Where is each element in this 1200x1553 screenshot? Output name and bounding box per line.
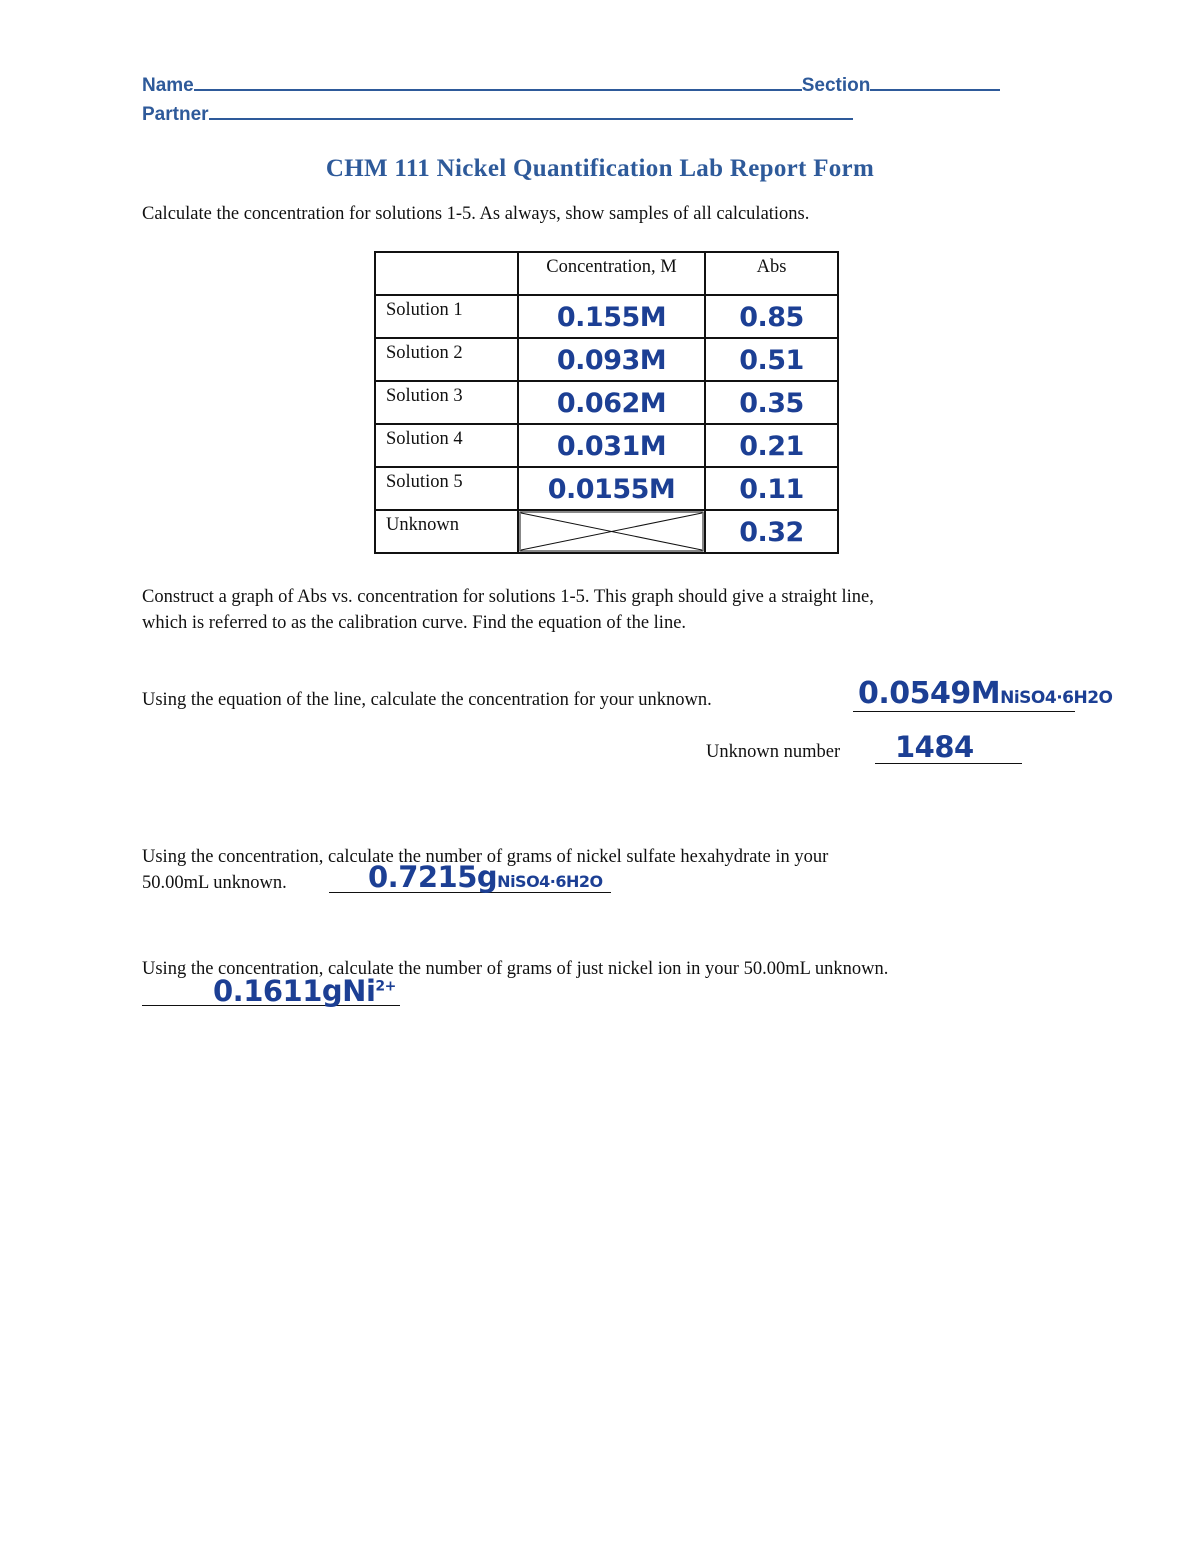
page-title: CHM 111 Nickel Quantification Lab Report Form xyxy=(325,155,875,182)
intro-text: Calculate the concentration for solutions 1-5. As always, show samples of all calculations. xyxy=(142,204,810,224)
grams-hexahydrate-value: 0.7215g xyxy=(368,860,498,894)
table-row xyxy=(375,467,838,510)
name-field xyxy=(142,75,1000,97)
unknown-conc-value: 0.0549M xyxy=(858,676,1001,711)
partner-field xyxy=(142,104,853,126)
table-row xyxy=(375,338,838,381)
abs-cell[interactable]: 0.35 xyxy=(705,381,838,424)
row-label: Solution 5 xyxy=(375,467,518,510)
table-row xyxy=(375,381,838,424)
abs-cell[interactable]: 0.32 xyxy=(705,510,838,553)
unknown-conc-unit: NiSO4·6H2O xyxy=(1000,688,1113,708)
table-row xyxy=(375,510,838,553)
unknown-conc-answer xyxy=(858,676,1113,711)
grams-hexahydrate-line2: 50.00mL unknown. xyxy=(142,873,287,893)
abs-cell[interactable]: 0.85 xyxy=(705,295,838,338)
partner-label: Partner xyxy=(142,104,209,125)
concentration-cell[interactable]: 0.0155M xyxy=(518,467,705,510)
grams-hexahydrate-unit: NiSO4·6H2O xyxy=(497,872,603,891)
name-label: Name xyxy=(142,75,194,96)
row-label: Solution 1 xyxy=(375,295,518,338)
unknown-conc-prompt: Using the equation of the line, calculate the concentration for your unknown. xyxy=(142,690,712,710)
unknown-number-label: Unknown number xyxy=(706,742,841,762)
abs-cell[interactable]: 0.21 xyxy=(705,424,838,467)
abs-cell[interactable]: 0.51 xyxy=(705,338,838,381)
unknown-number-value: 1484 xyxy=(895,730,974,764)
row-label: Unknown xyxy=(375,510,518,553)
grams-nickel-prompt: Using the concentration, calculate the number of grams of just nickel ion in your 50.00mL unknown. xyxy=(142,959,889,979)
data-table xyxy=(374,251,839,554)
table-row xyxy=(375,295,838,338)
section-line[interactable] xyxy=(870,87,1000,91)
crossed-out-cell xyxy=(518,510,705,553)
concentration-cell[interactable]: 0.062M xyxy=(518,381,705,424)
concentration-cell[interactable]: 0.093M xyxy=(518,338,705,381)
abs-cell[interactable]: 0.11 xyxy=(705,467,838,510)
concentration-cell[interactable]: 0.155M xyxy=(518,295,705,338)
grams-hexahydrate-answer xyxy=(368,860,603,894)
row-label: Solution 4 xyxy=(375,424,518,467)
graph-instructions-line1: Construct a graph of Abs vs. concentration for solutions 1-5. This graph should give a straight line, xyxy=(142,587,874,607)
header-cell-abs: Abs xyxy=(705,252,838,295)
grams-nickel-ion: Ni xyxy=(342,974,376,1008)
header-cell-blank xyxy=(375,252,518,295)
grams-nickel-charge: 2+ xyxy=(375,978,396,995)
row-label: Solution 3 xyxy=(375,381,518,424)
table-row xyxy=(375,424,838,467)
cross-out-icon xyxy=(519,511,704,552)
grams-hexahydrate-line1: Using the concentration, calculate the number of grams of nickel sulfate hexahydrate in your xyxy=(142,847,829,867)
partner-line[interactable] xyxy=(209,116,853,120)
header-cell-concentration: Concentration, M xyxy=(518,252,705,295)
grams-nickel-value: 0.1611g xyxy=(213,974,343,1008)
graph-instructions-line2: which is referred to as the calibration curve. Find the equation of the line. xyxy=(142,613,687,633)
grams-nickel-answer xyxy=(213,974,396,1008)
unknown-conc-answer-line[interactable] xyxy=(853,711,1075,712)
table-header-row xyxy=(375,252,838,295)
concentration-cell[interactable]: 0.031M xyxy=(518,424,705,467)
row-label: Solution 2 xyxy=(375,338,518,381)
section-label: Section xyxy=(801,75,871,96)
name-line[interactable] xyxy=(194,87,802,91)
